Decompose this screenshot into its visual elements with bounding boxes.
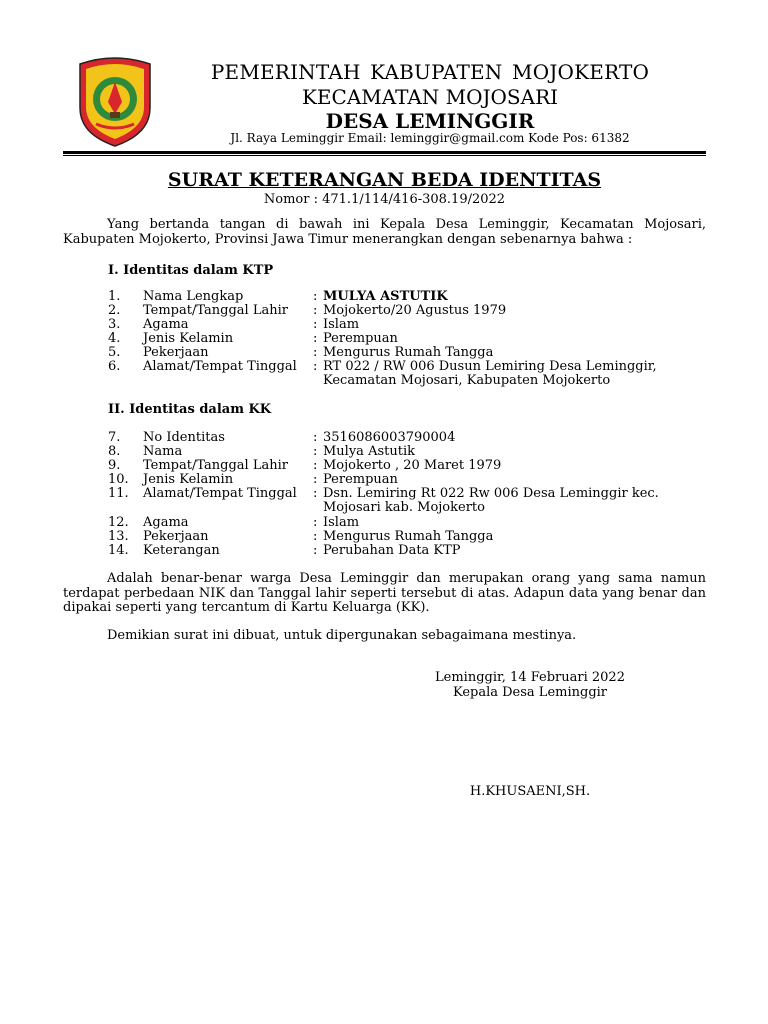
header-divider-thick [63,151,706,154]
row-value: Mengurus Rumah Tangga [323,529,494,544]
row-value: Islam [323,515,360,530]
row-value: Dsn. Lemiring Rt 022 Rw 006 Desa Leminggir kec. [323,486,659,501]
intro-paragraph: Yang bertanda tangan di bawah ini Kepala Desa Leminggir, Kecamatan Mojosari, Kabupaten Mojokerto, Provinsi Jawa Timur menerangkan dengan sebenarnya bahwa : [63,217,706,247]
row-value: Perempuan [323,331,398,346]
section-kk-title: II. Identitas dalam KK [108,402,272,417]
row-colon: : [313,289,318,304]
header-address: Jl. Raya Leminggir Email: leminggir@gmail.com Kode Pos: 61382 [230,131,630,145]
letter-number: Nomor : 471.1/114/416-308.19/2022 [263,192,506,207]
row-label: Pekerjaan [143,529,209,544]
header-village: DESA LEMINGGIR [325,109,535,133]
row-value-continued: Mojosari kab. Mojokerto [323,500,485,515]
row-label: Agama [143,317,189,332]
closing-paragraph: Adalah benar-benar warga Desa Leminggir dan merupakan orang yang sama namun terdapat perbedaan NIK dan Tanggal lahir seperti tersebut di atas. Adapun data yang benar dan dipakai seperti yang tercantum di Kartu Keluarga (KK). [63,571,706,615]
row-colon: : [313,359,318,374]
row-label: Keterangan [143,543,220,558]
row-value: Perubahan Data KTP [323,543,461,558]
row-label: Tempat/Tanggal Lahir [143,303,288,318]
row-number: 14. [108,543,129,558]
row-colon: : [313,529,318,544]
closing-statement: Demikian surat ini dibuat, untuk dipergunakan sebagaimana mestinya. [107,628,577,643]
row-colon: : [313,472,318,487]
row-number: 4. [108,331,121,346]
row-number: 5. [108,345,121,360]
row-label: Nama [143,444,183,459]
row-value: MULYA ASTUTIK [323,289,448,304]
row-colon: : [313,515,318,530]
row-number: 6. [108,359,121,374]
signature-position: Kepala Desa Leminggir [452,685,608,700]
regency-crest-icon [74,56,156,148]
row-label: Pekerjaan [143,345,209,360]
row-label: Nama Lengkap [143,289,244,304]
row-number: 12. [108,515,129,530]
row-colon: : [313,317,318,332]
row-number: 7. [108,430,121,445]
row-label: Agama [143,515,189,530]
section-ktp-title: I. Identitas dalam KTP [108,263,274,278]
row-number: 13. [108,529,129,544]
row-value: Mengurus Rumah Tangga [323,345,494,360]
row-number: 10. [108,472,129,487]
row-value: RT 022 / RW 006 Dusun Lemiring Desa Leminggir, [323,359,657,374]
row-number: 3. [108,317,121,332]
signature-place-date: Leminggir, 14 Februari 2022 [435,670,625,685]
row-value-continued: Kecamatan Mojosari, Kabupaten Mojokerto [323,373,611,388]
row-label: Alamat/Tempat Tinggal [143,486,297,501]
signature-name: H.KHUSAENI,SH. [469,784,591,799]
row-label: Alamat/Tempat Tinggal [143,359,297,374]
row-value: 3516086003790004 [323,430,456,445]
row-value: Mulya Astutik [323,444,415,459]
row-colon: : [313,486,318,501]
row-number: 2. [108,303,121,318]
header-divider-thin [63,155,706,156]
row-value: Islam [323,317,360,332]
row-number: 1. [108,289,121,304]
row-colon: : [313,543,318,558]
row-label: Jenis Kelamin [143,472,234,487]
row-colon: : [313,303,318,318]
row-label: Jenis Kelamin [143,331,234,346]
row-value: Perempuan [323,472,398,487]
row-value: Mojokerto , 20 Maret 1979 [323,458,502,473]
header-government: PEMERINTAH KABUPATEN MOJOKERTO [210,60,650,84]
row-label: Tempat/Tanggal Lahir [143,458,288,473]
row-colon: : [313,345,318,360]
row-number: 11. [108,486,129,501]
row-number: 8. [108,444,121,459]
header-district: KECAMATAN MOJOSARI [301,85,559,109]
row-value: Mojokerto/20 Agustus 1979 [323,303,507,318]
letter-title: SURAT KETERANGAN BEDA IDENTITAS [167,169,602,191]
row-colon: : [313,430,318,445]
row-colon: : [313,444,318,459]
row-label: No Identitas [143,430,225,445]
row-number: 9. [108,458,121,473]
row-colon: : [313,331,318,346]
row-colon: : [313,458,318,473]
